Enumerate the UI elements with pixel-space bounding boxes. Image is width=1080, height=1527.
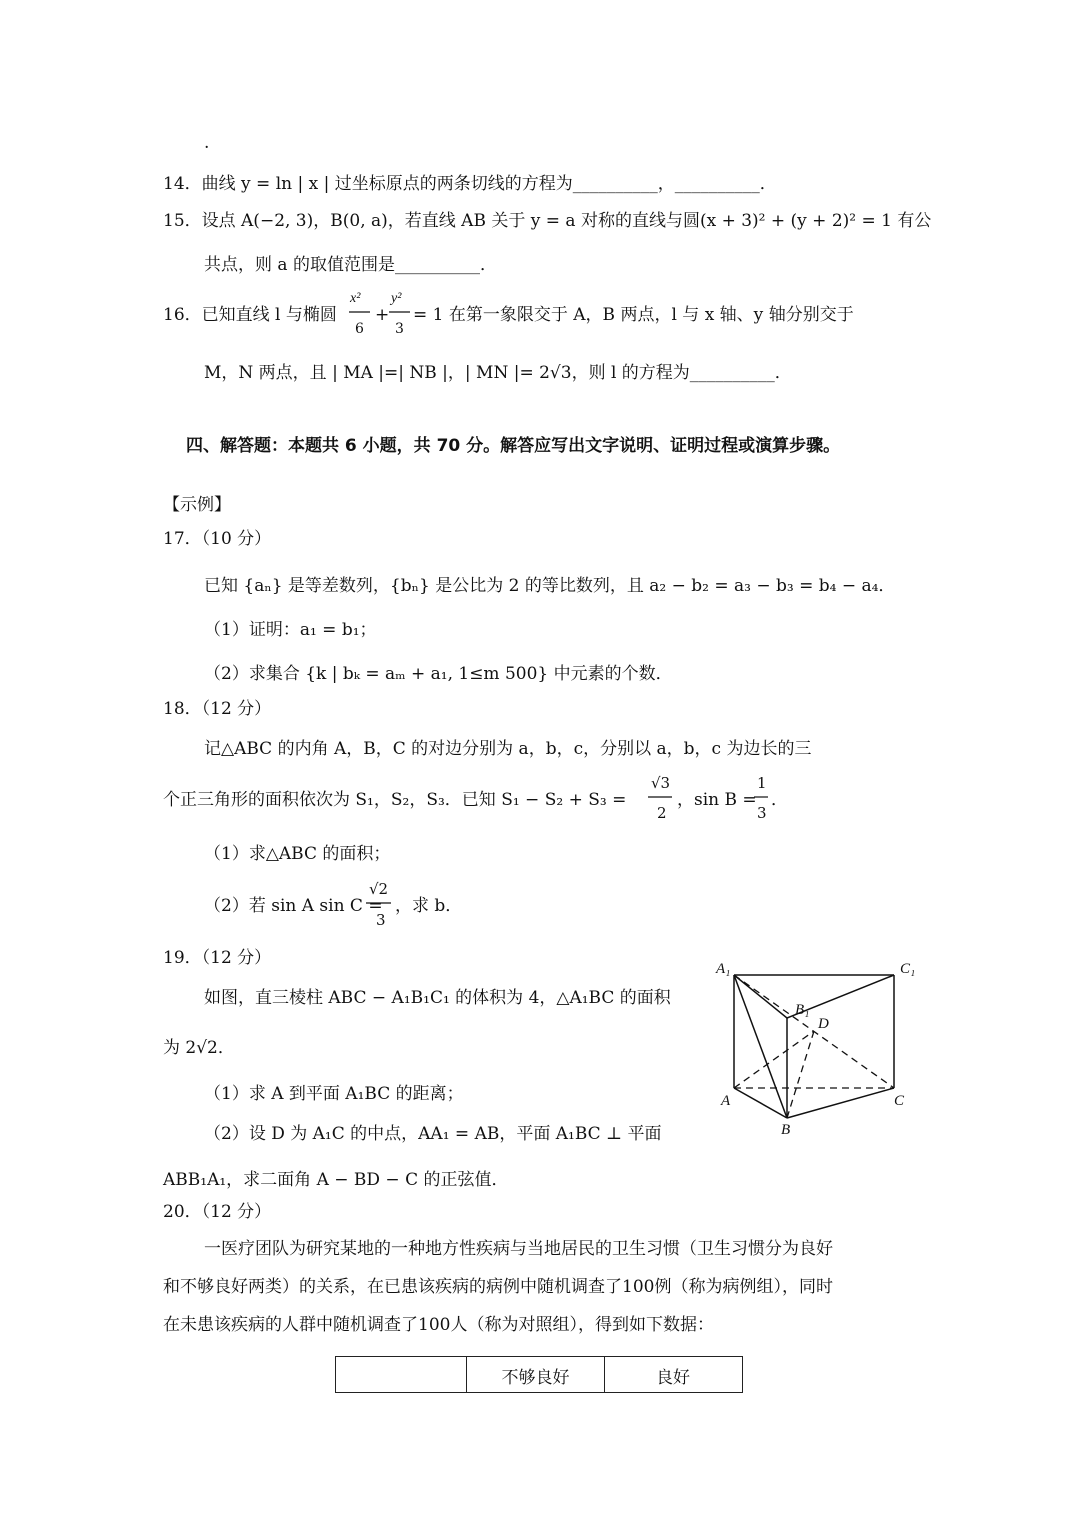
table-header-cell-empty: [336, 1357, 467, 1392]
question-17-part2: （2）求集合 {k | bₖ = aₘ + a₁, 1≤m 500} 中元素的个数．: [204, 664, 673, 684]
question-16-line2: M，N 两点，且 | MA |=| NB |，| MN |= 2√3，则 l 的方程为__________．: [204, 363, 792, 383]
question-19-stem-line1: 如图，直三棱柱 ABC − A₁B₁C₁ 的体积为 4，△A₁BC 的面积: [204, 988, 671, 1008]
label-D: D: [818, 1016, 829, 1032]
q16-plus: +: [375, 305, 390, 325]
data-table: [335, 1356, 743, 1393]
question-18-stem-line1: 记△ABC 的内角 A，B，C 的对边分别为 a，b，c，分别以 a，b，c 为边长的三: [204, 739, 812, 759]
question-17-part1: （1）证明：a₁ = b₁；: [204, 620, 377, 640]
question-15-line2: 共点，则 a 的取值范围是__________．: [204, 255, 497, 275]
question-17-stem: 已知 {aₙ} 是等差数列，{bₙ} 是公比为 2 的等比数列，且 a₂ − b₂ = a₃ − b₃ = b₄ − a₄．: [204, 576, 896, 596]
table-header-cell-good: 良好: [656, 1368, 690, 1388]
q18-sinac-denominator: 3: [376, 911, 386, 929]
table-header-cell-not-good: 不够良好: [467, 1357, 605, 1392]
q16-x-numerator: x²: [350, 291, 361, 306]
q18-s-numerator: √3: [651, 774, 671, 792]
question-14: 14．曲线 y = ln | x | 过坐标原点的两条切线的方程为__________，__________．: [163, 174, 777, 194]
label-C: C: [894, 1093, 905, 1109]
q18-s-denominator: 2: [657, 804, 667, 822]
q16-y-denominator: 3: [395, 321, 404, 337]
q16-x-denominator: 6: [355, 321, 364, 337]
question-19-part1: （1）求 A 到平面 A₁BC 的距离；: [204, 1084, 464, 1104]
question-18-header: 18．（12 分）: [163, 699, 272, 719]
question-19-part2-cont: ABB₁A₁，求二面角 A − BD − C 的正弦值．: [163, 1170, 509, 1190]
question-16-line1-suffix: = 1 在第一象限交于 A，B 两点，l 与 x 轴、y 轴分别交于: [413, 305, 854, 325]
section-4-heading: 四、解答题：本题共 6 小题，共 70 分。解答应写出文字说明、证明过程或演算步骤。: [186, 436, 841, 456]
label-C1: C₁: [900, 961, 916, 977]
question-20-stem-line3: 在未患该疾病的人群中随机调查了100人（称为对照组），得到如下数据：: [163, 1315, 714, 1335]
question-19-part2: （2）设 D 为 A₁C 的中点，AA₁ = AB，平面 A₁BC ⊥ 平面: [204, 1124, 662, 1144]
q18-sinb-numerator: 1: [757, 774, 767, 792]
question-20-stem-line1: 一医疗团队为研究某地的一种地方性疾病与当地居民的卫生习惯（卫生习惯分为良好: [204, 1239, 833, 1259]
q18-sinb-denominator: 3: [757, 804, 767, 822]
q16-y-numerator: y²: [391, 291, 402, 306]
question-19-stem-line2: 为 2√2．: [163, 1038, 235, 1058]
label-B: B: [781, 1122, 791, 1138]
question-17-header: 17．（10 分）: [163, 529, 272, 549]
question-18-stem-line2-mid: ，sin B =: [677, 790, 757, 810]
question-16-line1-prefix: 16．已知直线 l 与椭圆: [163, 305, 337, 325]
label-B1: B₁: [795, 1002, 810, 1018]
question-18-part2-suffix: ，求 b．: [395, 896, 463, 916]
question-18-part2-prefix: （2）若 sin A sin C =: [204, 896, 383, 916]
question-15-line1: 15．设点 A(−2, 3)，B(0, a)，若直线 AB 关于 y = a 对称的直线与圆(x + 3)² + (y + 2)² = 1 有公: [163, 211, 932, 231]
question-18-stem-line2-end: ．: [771, 790, 788, 810]
example-label: 【示例】: [163, 495, 231, 515]
label-A1: A₁: [716, 961, 731, 977]
label-A: A: [721, 1093, 731, 1109]
question-18-stem-line2-prefix: 个正三角形的面积依次为 S₁，S₂，S₃．已知 S₁ − S₂ + S₃ =: [163, 790, 627, 810]
question-20-stem-line2: 和不够良好两类）的关系，在已患该疾病的病例中随机调查了100例（称为病例组），同时: [163, 1277, 833, 1297]
question-18-part1: （1）求△ABC 的面积；: [204, 844, 391, 864]
question-20-header: 20．（12 分）: [163, 1202, 272, 1222]
stray-dot: .: [204, 133, 210, 153]
q18-sinac-numerator: √2: [369, 880, 389, 898]
question-19-header: 19．（12 分）: [163, 948, 272, 968]
